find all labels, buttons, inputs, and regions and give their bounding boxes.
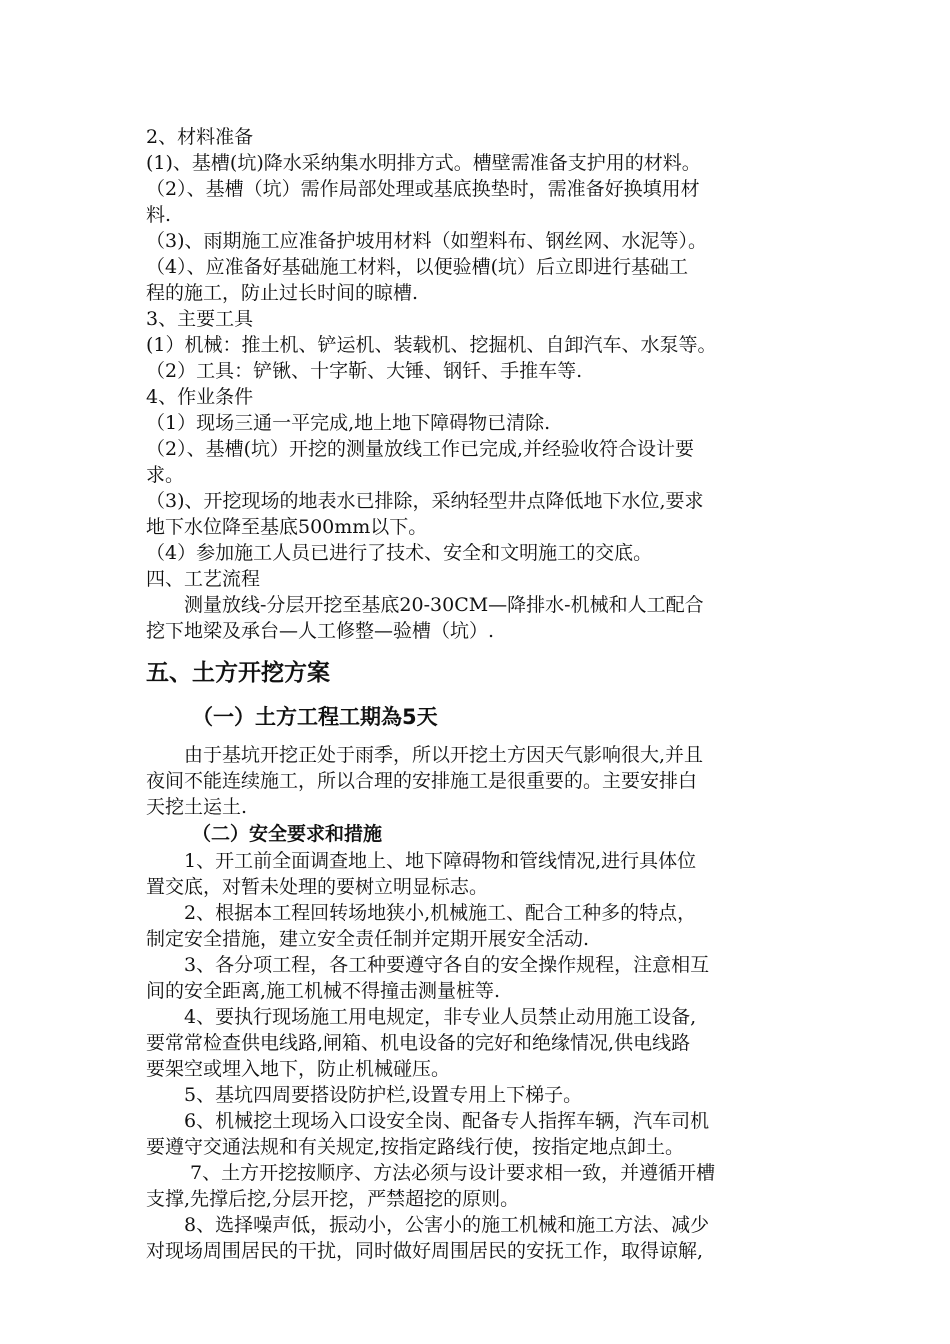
subsection-title-schedule: （一）土方工程工期為5天	[192, 705, 438, 729]
text-line: （2）、基槽(坑）开挖的测量放线工作已完成,并经验收符合设计要	[146, 438, 695, 460]
document-page	[146, 124, 818, 1264]
list-item: 7、土方开挖按顺序、方法必须与设计要求相一致，并遵循开槽	[190, 1162, 716, 1184]
list-item-cont: 要架空或埋入地下，防止机械碰压。	[146, 1058, 451, 1080]
text-line: （3)、雨期施工应准备护坡用材料（如塑料布、钢丝网、水泥等）。	[146, 230, 708, 252]
text-line: 求。	[146, 464, 185, 486]
list-item-cont: 支撑,先撑后挖,分层开挖，严禁超挖的原则。	[146, 1188, 520, 1210]
list-item-cont: 置交底，对暂未处理的要树立明显标志。	[146, 876, 489, 898]
list-item-cont: 间的安全距离,施工机械不得撞击测量桩等.	[146, 980, 501, 1002]
text-line: 夜间不能连续施工，所以合理的安排施工是很重要的。主要安排白	[146, 770, 698, 792]
text-line: 地下水位降至基底500mm以下。	[146, 516, 428, 538]
list-item: 5、基坑四周要搭设防护栏,设置专用上下梯子。	[184, 1084, 583, 1106]
section-title: 五、土方开挖方案	[146, 660, 330, 686]
text-line: 程的施工，防止过长时间的晾槽.	[146, 282, 419, 304]
heading-conditions: 4、作业条件	[146, 386, 254, 408]
text-line: (1）机械：推土机、铲运机、装载机、挖掘机、自卸汽车、水泵等。	[146, 334, 717, 356]
subsection-title-safety: （二）安全要求和措施	[192, 823, 383, 845]
text-line: (1)、基槽(坑)降水采纳集水明排方式。槽壁需准备支护用的材料。	[146, 152, 701, 174]
text-line: 由于基坑开挖正处于雨季，所以开挖土方因天气影响很大,并且	[184, 744, 704, 766]
list-item: 3、各分项工程，各工种要遵守各自的安全操作规程，注意相互	[184, 954, 710, 976]
list-item: 8、选择噪声低，振动小，公害小的施工机械和施工方法、减少	[184, 1214, 710, 1236]
list-item-cont: 要遵守交通法规和有关规定,按指定路线行使，按指定地点卸土。	[146, 1136, 685, 1158]
text-line: （1）现场三通一平完成,地上地下障碍物已清除.	[146, 412, 551, 434]
list-item-cont: 制定安全措施，建立安全责任制并定期开展安全活动.	[146, 928, 590, 950]
heading-materials: 2、材料准备	[146, 126, 254, 148]
text-line: （2）工具：铲锹、十字靳、大锤、钢钎、手推车等.	[146, 360, 583, 382]
text-line: 天挖土运土.	[146, 796, 248, 818]
text-line: 测量放线-分层开挖至基底20-30CM—降排水-机械和人工配合	[184, 594, 704, 616]
heading-tools: 3、主要工具	[146, 308, 254, 330]
text-line: （4）参加施工人员已进行了技术、安全和文明施工的交底。	[146, 542, 653, 564]
list-item: 1、开工前全面调查地上、地下障碍物和管线情况,进行具体位	[184, 850, 697, 872]
list-item-cont: 对现场周围居民的干扰，同时做好周围居民的安抚工作，取得谅解,	[146, 1240, 704, 1262]
text-line: 料.	[146, 204, 172, 226]
list-item: 2、根据本工程回转场地狭小,机械施工、配合工种多的特点，	[184, 902, 697, 924]
text-line: （2）、基槽（坑）需作局部处理或基底换垫时，需准备好换填用材	[146, 178, 700, 200]
list-item: 6、机械挖土现场入口设安全岗、配备专人指挥车辆，汽车司机	[184, 1110, 710, 1132]
text-line: 挖下地梁及承台—人工修整—验槽（坑）.	[146, 620, 495, 642]
heading-process-flow: 四、工艺流程	[146, 568, 261, 590]
text-line: （3)、开挖现场的地表水已排除，采纳轻型井点降低地下水位,要求	[146, 490, 704, 512]
list-item-cont: 要常常检查供电线路,闸箱、机电设备的完好和绝缘情况,供电线路	[146, 1032, 691, 1054]
text-line: （4）、应准备好基础施工材料，以便验槽(坑）后立即进行基础工	[146, 256, 689, 278]
list-item: 4、要执行现场施工用电规定，非专业人员禁止动用施工设备,	[184, 1006, 697, 1028]
